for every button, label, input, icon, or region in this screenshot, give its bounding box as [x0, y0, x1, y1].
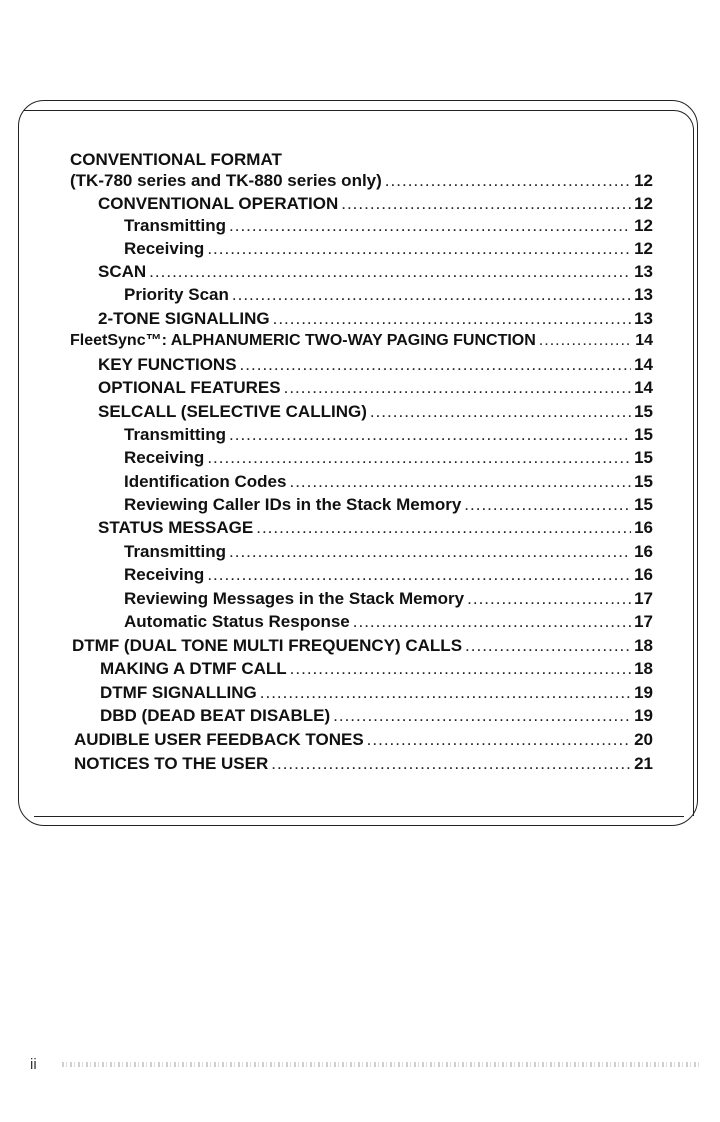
toc-entry-page: 16: [634, 542, 653, 561]
toc-entry[interactable]: [124, 495, 653, 517]
toc-entry-page: 12: [634, 194, 653, 213]
toc-entry-label: Receiving: [124, 239, 205, 258]
toc-entry[interactable]: [100, 706, 653, 728]
dot-leader: [207, 239, 631, 259]
toc-entry[interactable]: [98, 518, 653, 540]
toc-entry-label: KEY FUNCTIONS: [98, 355, 237, 374]
dot-leader: [467, 589, 631, 609]
dot-leader: [207, 565, 631, 585]
toc-entry[interactable]: [124, 589, 653, 611]
toc-entry-label: Receiving: [124, 565, 205, 584]
toc-entry-page: 13: [634, 285, 653, 304]
toc-entry-label: Identification Codes: [124, 472, 287, 491]
toc-entry-page: 16: [634, 518, 653, 537]
toc-heading: CONVENTIONAL FORMAT: [70, 150, 282, 169]
toc-entry[interactable]: [100, 683, 653, 705]
toc-entry-page: 15: [634, 448, 653, 467]
toc-entry-page: 12: [634, 171, 653, 190]
toc-entry-page: 17: [634, 612, 653, 631]
toc-entry-label: DTMF (DUAL TONE MULTI FREQUENCY) CALLS: [72, 636, 463, 655]
toc-entry-page: 12: [634, 216, 653, 235]
toc-entry-page: 14: [634, 378, 653, 397]
toc-entry[interactable]: [124, 612, 653, 634]
toc-entry-page: 16: [634, 565, 653, 584]
dot-leader: [353, 612, 631, 632]
toc-entry-page: 19: [634, 706, 653, 725]
toc-entry-page: 13: [634, 262, 653, 281]
toc-entry[interactable]: [98, 309, 653, 331]
footer-decorative-rule: [62, 1062, 702, 1067]
dot-leader: [273, 309, 631, 329]
toc-entry-label: (TK-780 series and TK-880 series only): [70, 171, 382, 190]
toc-entry-label: DBD (DEAD BEAT DISABLE): [100, 706, 331, 725]
dot-leader: [149, 262, 631, 282]
toc-entry-label: NOTICES TO THE USER: [74, 754, 269, 773]
toc-entry[interactable]: [70, 332, 653, 354]
toc-entry-label: SCAN: [98, 262, 147, 281]
page-number: ii: [30, 1056, 37, 1073]
toc-entry[interactable]: [98, 355, 653, 377]
toc-entry[interactable]: [74, 754, 653, 776]
toc-entry-page: 13: [634, 309, 653, 328]
dot-leader: [229, 542, 631, 562]
dot-leader: [333, 706, 631, 726]
dot-leader: [289, 472, 631, 492]
toc-entry[interactable]: [98, 402, 653, 424]
toc-entry[interactable]: [124, 285, 653, 307]
toc-entry-label: Reviewing Caller IDs in the Stack Memory: [124, 495, 462, 514]
toc-entry[interactable]: [124, 565, 653, 587]
dot-leader: [260, 683, 631, 703]
toc-entry-label: CONVENTIONAL OPERATION: [98, 194, 339, 213]
toc-entry-label: OPTIONAL FEATURES: [98, 378, 281, 397]
toc-entry-page: 20: [634, 730, 653, 749]
toc-entry[interactable]: [124, 542, 653, 564]
toc-entry-label: Transmitting: [124, 216, 227, 235]
toc-entry[interactable]: [100, 659, 653, 681]
dot-leader: [464, 495, 631, 515]
dot-leader: [341, 194, 631, 214]
toc-entry-label: Receiving: [124, 448, 205, 467]
toc-entry-label: Priority Scan: [124, 285, 229, 304]
toc-entry[interactable]: [98, 194, 653, 216]
dot-leader: [229, 216, 631, 236]
dot-leader: [367, 730, 631, 750]
toc-entry[interactable]: [124, 239, 653, 261]
toc-entry-page: 15: [634, 425, 653, 444]
toc-entry-label: MAKING A DTMF CALL: [100, 659, 287, 678]
toc-entry-label: Transmitting: [124, 425, 227, 444]
toc-entry-page: 14: [635, 332, 653, 349]
dot-leader: [271, 754, 631, 774]
toc-entry-label: 2-TONE SIGNALLING: [98, 309, 270, 328]
toc-entry[interactable]: [98, 378, 653, 400]
toc-entry[interactable]: [72, 636, 653, 658]
inner-frame-bottom: [34, 816, 684, 817]
toc-entry-label: SELCALL (SELECTIVE CALLING): [98, 402, 367, 421]
dot-leader: [229, 425, 631, 445]
toc-entry-label: DTMF SIGNALLING: [100, 683, 257, 702]
toc-entry-page: 19: [634, 683, 653, 702]
dot-leader: [284, 378, 631, 398]
toc-entry-label: AUDIBLE USER FEEDBACK TONES: [74, 730, 364, 749]
toc-entry-page: 18: [634, 636, 653, 655]
toc-entry-page: 12: [634, 239, 653, 258]
toc-entry[interactable]: [98, 262, 653, 284]
dot-leader: [385, 171, 631, 191]
dot-leader: [370, 402, 631, 422]
toc-entry[interactable]: [70, 171, 653, 193]
toc-entry-label: Transmitting: [124, 542, 227, 561]
toc-entry-page: 14: [634, 355, 653, 374]
toc-entry-page: 15: [634, 495, 653, 514]
toc-entry-page: 15: [634, 402, 653, 421]
toc-entry[interactable]: [124, 216, 653, 238]
toc-entry[interactable]: [124, 425, 653, 447]
toc-entry-page: 18: [634, 659, 653, 678]
toc-entry[interactable]: [74, 730, 653, 752]
toc-entry[interactable]: [124, 448, 653, 470]
dot-leader: [256, 518, 631, 538]
toc-entry[interactable]: [124, 472, 653, 494]
dot-leader: [207, 448, 631, 468]
toc-entry-page: 15: [634, 472, 653, 491]
toc-entry-label: FleetSync™: ALPHANUMERIC TWO-WAY PAGING FUNCTION: [70, 332, 536, 349]
dot-leader: [290, 659, 631, 679]
dot-leader: [232, 285, 631, 305]
toc-entry-label: Automatic Status Response: [124, 612, 350, 631]
toc-entry-label: Reviewing Messages in the Stack Memory: [124, 589, 465, 608]
toc-entry-page: 21: [634, 754, 653, 773]
dot-leader: [539, 332, 632, 350]
toc-entry-page: 17: [634, 589, 653, 608]
dot-leader: [465, 636, 631, 656]
dot-leader: [240, 355, 632, 375]
toc-entry-label: STATUS MESSAGE: [98, 518, 254, 537]
